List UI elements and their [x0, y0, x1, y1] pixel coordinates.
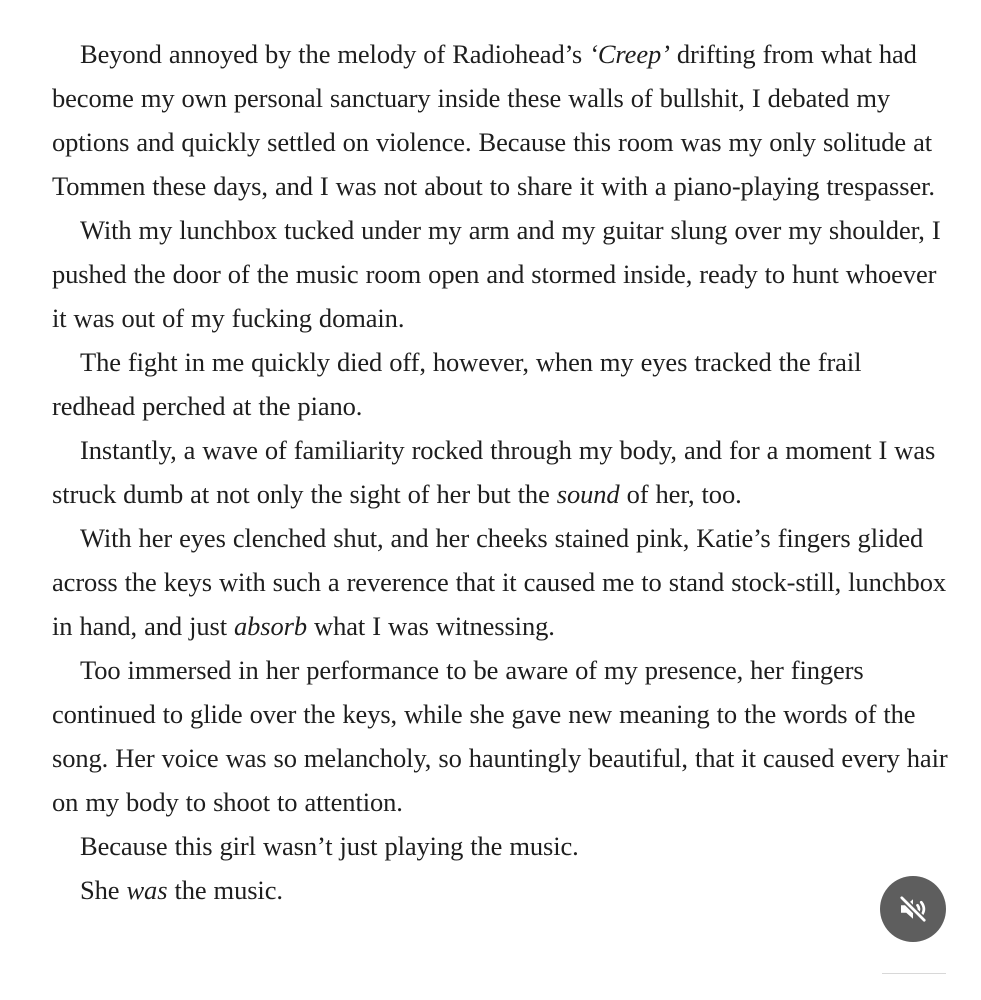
paragraph: Instantly, a wave of familiarity rocked through my body, and for a moment I was struck dumb at not only the sight of her but the sound of her, too. [52, 435, 936, 509]
excerpt-text [52, 32, 948, 912]
divider [882, 973, 946, 974]
paragraph: The fight in me quickly died off, however, when my eyes tracked the frail redhead perched at the piano. [52, 347, 862, 421]
paragraph: Too immersed in her performance to be aware of my presence, her fingers continued to glide over the keys, while she gave new meaning to the words of the song. Her voice was so melancholy, so hauntingly beautiful, that it caused every hair on my body to shoot to attention. [52, 655, 948, 817]
paragraph: With my lunchbox tucked under my arm and my guitar slung over my shoulder, I pushed the door of the music room open and stormed inside, ready to hunt whoever it was out of my fucking domain. [52, 215, 941, 333]
speaker-muted-icon [895, 891, 931, 927]
mute-button[interactable] [880, 876, 946, 942]
paragraph: Because this girl wasn’t just playing the music. [80, 831, 579, 861]
paragraph: She was the music. [80, 875, 283, 905]
paragraph: Beyond annoyed by the melody of Radiohead’s ‘Creep’ drifting from what had become my own personal sanctuary inside these walls of bullshit, I debated my options and quickly settled on violence. Because this room was my only solitude at Tommen these days, and I was not about to share it with a piano-playing trespasser. [52, 39, 935, 201]
paragraph: With her eyes clenched shut, and her cheeks stained pink, Katie’s fingers glided across the keys with such a reverence that it caused me to stand stock-still, lunchbox in hand, and just absorb what I was witnessing. [52, 523, 946, 641]
